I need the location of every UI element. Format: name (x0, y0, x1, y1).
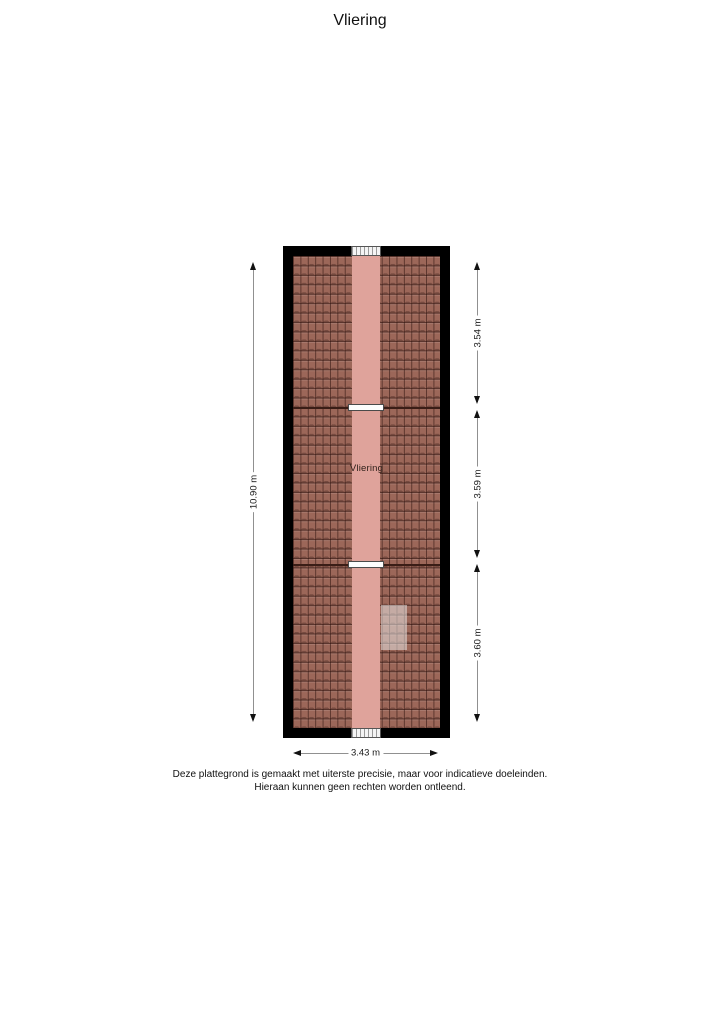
divider-window-1-icon (348, 404, 384, 411)
arrow-down-icon (474, 550, 480, 558)
top-window-icon (351, 246, 381, 256)
arrow-down-icon (474, 714, 480, 722)
room-label: Vliering (349, 463, 384, 474)
arrow-left-icon (293, 750, 301, 756)
arrow-up-icon (474, 262, 480, 270)
dimension-label: 3.43 m (348, 747, 383, 760)
floor-strip (352, 256, 380, 728)
dimension-label: 10.90 m (248, 472, 261, 512)
dimension-label: 3.60 m (472, 625, 485, 660)
dimension-bottom-width (293, 747, 438, 759)
divider-window-2-icon (348, 561, 384, 568)
arrow-down-icon (474, 396, 480, 404)
arrow-up-icon (474, 410, 480, 418)
disclaimer (0, 769, 720, 794)
page-title: Vliering (333, 12, 387, 29)
dimension-right-segment-1 (472, 262, 484, 404)
floorplan (283, 246, 450, 738)
arrow-up-icon (474, 564, 480, 572)
skylight-overlay (381, 605, 407, 650)
disclaimer-line-1: Deze plattegrond is gemaakt met uiterste precisie, maar voor indicatieve doeleinden. (172, 769, 548, 780)
disclaimer-line-2: Hieraan kunnen geen rechten worden ontleend. (254, 781, 466, 793)
dimension-right-segment-2 (472, 410, 484, 558)
arrow-up-icon (250, 262, 256, 270)
dimension-label: 3.54 m (472, 315, 485, 350)
arrow-right-icon (430, 750, 438, 756)
dimension-left-total (248, 262, 260, 722)
dimension-right-segment-3 (472, 564, 484, 722)
roof-tiles-area (293, 256, 440, 728)
arrow-down-icon (250, 714, 256, 722)
bottom-window-icon (351, 728, 381, 738)
dimension-label: 3.59 m (472, 466, 485, 501)
